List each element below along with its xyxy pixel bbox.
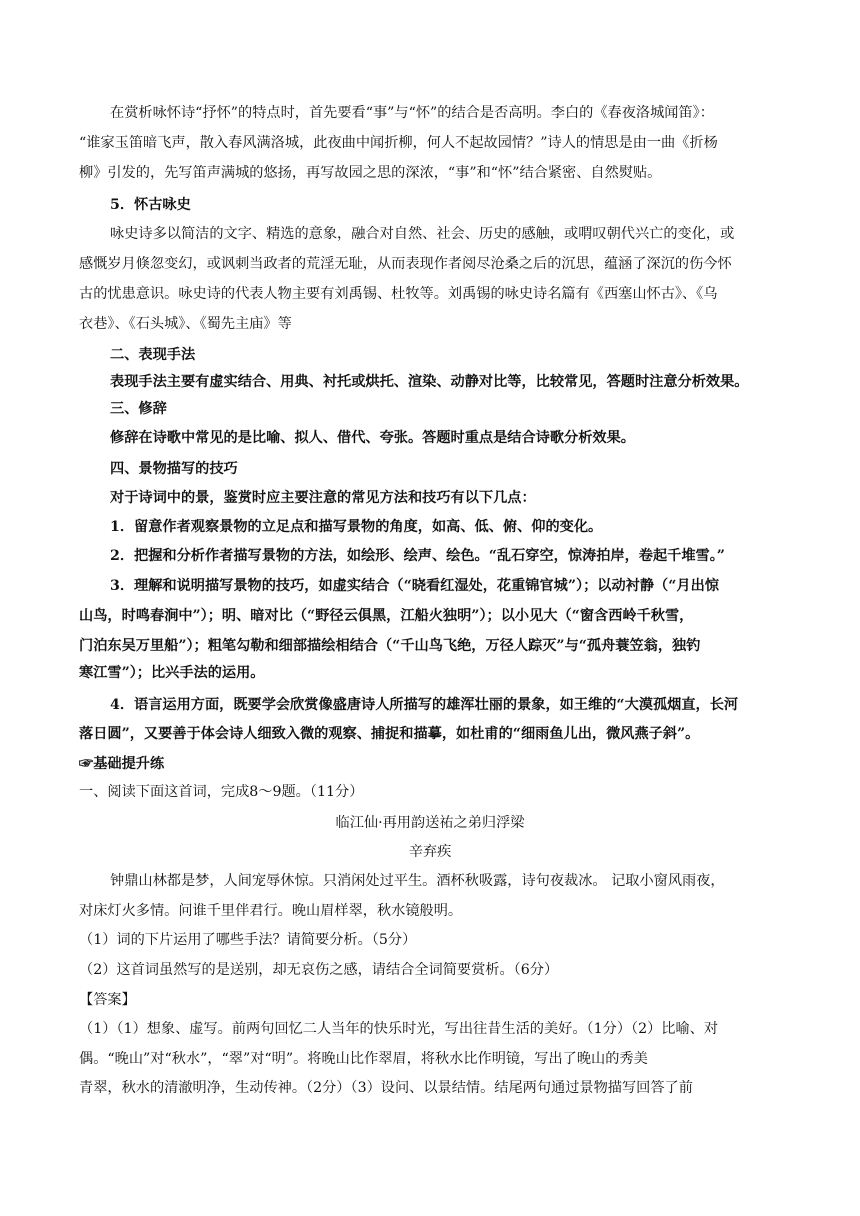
paragraph-line: 3．理解和说明描写景物的技巧，如虚实结合（“晓看红湿处，花重锦官城”）；以动衬静（“月出惊 [110,578,719,594]
paragraph-line: 落日圆”，又要善于体会诗人细致入微的观察、捕捉和描摹，如杜甫的“细雨鱼儿出，微风燕子斜”。 [79,726,700,742]
paragraph-line: 对于诗词中的景，鉴赏时应主要注意的常见方法和技巧有以下几点： [110,490,536,506]
answer-text: 偶。“晚山”对“秋水”，“翠”对“明”。将晚山比作翠眉，将秋水比作明镜，写出了晚山的秀美 [79,1051,648,1067]
paragraph-line: 表现手法主要有虚实结合、用典、衬托或烘托、渲染、动静对比等，比较常见，答题时注意分析效果。 [110,374,749,390]
paragraph-line: 4．语言运用方面，既要学会欣赏像盛唐诗人所描写的雄浑壮丽的景象，如王维的“大漠孤烟直，长河 [110,697,739,713]
paragraph-line: 门泊东吴万里船”）；粗笔勾勒和细部描绘相结合（“千山鸟飞绝，万径人踪灭”与“孤舟蓑笠翁，独钓 [79,638,701,654]
section-heading: 四、景物描写的技巧 [110,461,238,477]
paragraph-line: 古的忧患意识。咏史诗的代表人物主要有刘禹锡、杜牧等。刘禹锡的咏史诗名篇有《西塞山怀古》、《乌 [79,286,718,302]
paragraph-line: 2．把握和分析作者描写景物的方法，如绘形、绘声、绘色。“乱石穿空，惊涛拍岸，卷起千堆雪。” [110,548,725,564]
section-heading: 三、修辞 [110,401,167,417]
poem-text: 对床灯火多情。问谁千里伴君行。晚山眉样翠，秋水镜般明。 [79,903,463,919]
paragraph-line: 在赏析咏怀诗“抒怀”的特点时，首先要看“事”与“怀”的结合是否高明。李白的《春夜洛城闻笛》： [110,105,714,121]
poem-title: 临江仙·再用韵送祐之弟归浮梁 [335,815,525,831]
question-item: （1）词的下片运用了哪些手法？请简要分析。（5分） [79,932,417,948]
practice-heading: ☞基础提升练 [79,756,165,772]
paragraph-line: 山鸟，时鸣春涧中”）；明、暗对比（“野径云俱黑，江船火独明”）；以小见大（“窗含西岭千秋雪， [79,608,694,624]
paragraph-line: 寒江雪”）；比兴手法的运用。 [79,665,265,681]
poem-text: 钟鼎山林都是梦，人间宠辱休惊。只消闲处过平生。酒杯秋吸露，诗句夜裁冰。 记取小窗风雨夜， [110,873,725,889]
paragraph-line: 咏史诗多以简洁的文字、精选的意象，融合对自然、社会、历史的感触，或喟叹朝代兴亡的变化，或 [110,226,735,242]
section-heading: 二、表现手法 [110,347,196,363]
answer-heading: 【答案】 [79,992,136,1008]
paragraph-line: 修辞在诗歌中常见的是比喻、拟人、借代、夸张。答题时重点是结合诗歌分析效果。 [110,430,635,446]
section-heading: 5．怀古咏史 [110,197,191,213]
paragraph-line: “谁家玉笛暗飞声，散入春风满洛城，此夜曲中闻折柳，何人不起故园情？”诗人的情思是由一曲《折杨 [79,135,718,151]
question-intro: 一、阅读下面这首词，完成8～9题。（11分） [79,784,364,800]
question-item: （2）这首词虽然写的是送别，却无哀伤之感，请结合全词简要赏析。（6分） [79,962,559,978]
answer-text: （1）（1）想象、虚写。前两句回忆二人当年的快乐时光，写出往昔生活的美好。（1分）（2）比喻、对 [79,1021,719,1037]
poem-author: 辛弃疾 [408,844,452,860]
paragraph-line: 衣巷》、《石头城》、《蜀先主庙》等 [79,316,292,332]
paragraph-line: 感慨岁月倏忽变幻，或讽刺当政者的荒淫无耻，从而表现作者阅尽沧桑之后的沉思，蕴涵了深沉的伤今怀 [79,256,732,272]
paragraph-line: 1．留意作者观察景物的立足点和描写景物的角度，如高、低、俯、仰的变化。 [110,519,603,535]
answer-text: 青翠，秋水的清澈明净，生动传神。（2分）（3）设问、以景结情。结尾两句通过景物描写回答了前 [79,1080,693,1096]
paragraph-line: 柳》引发的，先写笛声满城的悠扬，再写故园之思的深浓，“事”和“怀”结合紧密、自然熨贴。 [79,165,662,181]
